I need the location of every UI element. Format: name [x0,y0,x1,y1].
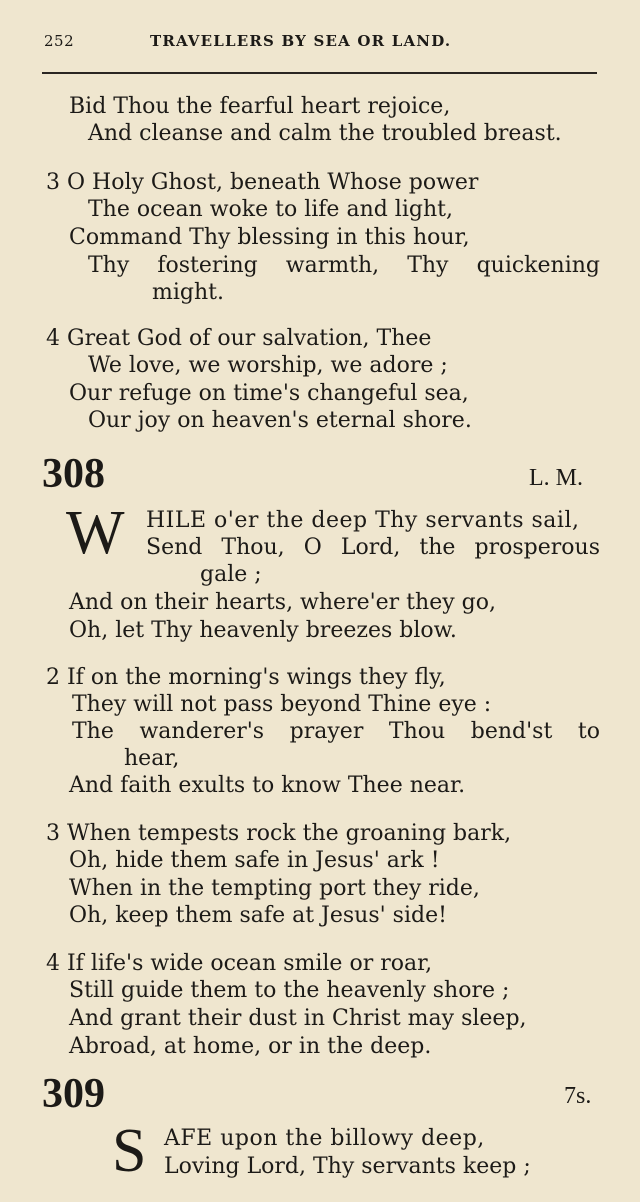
header-rule [42,72,597,74]
verse-line: Loving Lord, Thy servants keep ; [164,1154,531,1179]
verse-line: Thy fostering warmth, Thy quickening [88,253,600,278]
verse-line: And grant their dust in Christ may sleep, [69,1006,527,1031]
verse-line: And faith exults to know Thee near. [69,773,466,798]
verse-line: And on their hearts, where'er they go, [69,590,496,615]
verse-line: Send Thou, O Lord, the prosperous [146,535,600,560]
verse-line: And cleanse and calm the troubled breast. [88,121,562,146]
hymn-meter: 7s. [564,1083,592,1109]
hymn-meter: L. M. [529,465,583,491]
verse-line: might. [152,280,224,305]
verse-line: The wanderer's prayer Thou bend'st to [72,719,600,744]
verse-line: 3 When tempests rock the groaning bark, [46,821,512,846]
verse-line: Bid Thou the fearful heart rejoice, [69,94,451,119]
verse-line: 3 O Holy Ghost, beneath Whose power [46,170,479,195]
verse-line: 4 Great God of our salvation, Thee [46,326,432,351]
verse-line: hear, [124,746,180,771]
verse-line: Command Thy blessing in this hour, [69,225,470,250]
drop-cap: S [112,1117,147,1185]
verse-line: Abroad, at home, or in the deep. [69,1034,432,1059]
hymn-number: 308 [42,451,105,497]
verse-line: Oh, keep them safe at Jesus' side! [69,903,447,928]
verse-line: AFE upon the billowy deep, [164,1126,485,1151]
verse-line: We love, we worship, we adore ; [88,353,448,378]
verse-line: HILE o'er the deep Thy servants sail, [146,508,580,533]
verse-line: gale ; [200,562,262,587]
verse-line: Oh, hide them safe in Jesus' ark ! [69,848,440,873]
verse-line: The ocean woke to life and light, [88,197,453,222]
drop-cap: W [66,499,125,567]
verse-line: 2 If on the morning's wings they fly, [46,665,446,690]
verse-line: When in the tempting port they ride, [69,876,480,901]
hymn-number: 309 [42,1071,105,1117]
verse-line: Our joy on heaven's eternal shore. [88,408,472,433]
verse-line: Still guide them to the heavenly shore ; [69,978,510,1003]
verse-line: 4 If life's wide ocean smile or roar, [46,951,433,976]
page-header [0,30,640,56]
running-head: TRAVELLERS BY SEA OR LAND. [150,32,452,50]
verse-line: They will not pass beyond Thine eye : [72,692,492,717]
verse-line: Oh, let Thy heavenly breezes blow. [69,618,457,643]
page-number: 252 [44,32,75,50]
verse-line: Our refuge on time's changeful sea, [69,381,469,406]
